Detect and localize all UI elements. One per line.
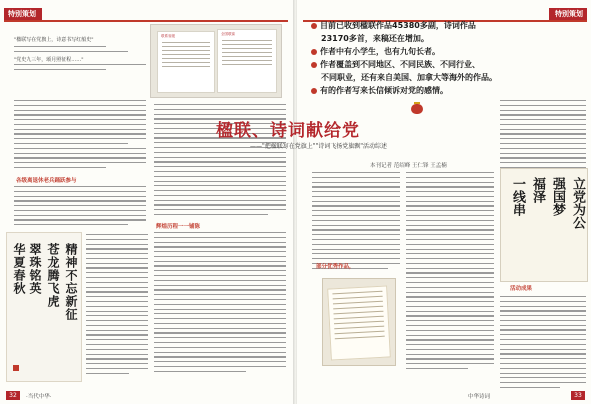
highlight-item-3-cont: 不同职业，还有来自美国、加拿大等海外的作品。	[321, 73, 497, 82]
highlights-list	[311, 20, 583, 98]
calligraphy-col-2: 苍龙腾飞虎	[46, 243, 60, 308]
right-col-body-2	[406, 172, 494, 373]
left-page	[0, 0, 294, 404]
document-sheet-right-title: 全国联赛	[221, 32, 235, 36]
highlight-item-2: 作者中有小学生，也有九旬长者。	[311, 46, 583, 58]
highlight-item-4: 有的作者写来长信倾诉对党的感情。	[311, 85, 583, 97]
left-col-body-3	[86, 234, 148, 377]
calligraphy-poster-image	[500, 168, 588, 282]
right-section-heading: 部分优秀作品，	[316, 264, 355, 270]
poster-col-2: 强国梦	[550, 177, 565, 216]
document-sheet-title: 联系省级	[161, 34, 175, 38]
highlight-item-3: 作者覆盖到不同地区、不同民族、不同行业、	[311, 59, 583, 71]
right-col-body-5	[500, 296, 586, 392]
left-col-body-5	[154, 232, 286, 375]
left-col-body-1	[14, 100, 146, 172]
manuscript-photo	[322, 278, 396, 366]
article-subtitle: ——"把楹联写在党旗上""诗词飞扬党旗飘"活动综述	[250, 143, 388, 150]
right-section-heading-2: 活动成果	[510, 286, 533, 292]
right-header-label: 特别策划	[555, 10, 583, 18]
document-image	[150, 24, 282, 98]
quote-line-1: "楹联写在党旗上，诗意书写红船史"	[14, 37, 94, 43]
document-sheet-right	[217, 29, 277, 93]
highlight-item-1-cont: 23170多首，来稿还在增加。	[321, 34, 429, 43]
manuscript-paper	[327, 285, 391, 360]
poster-col-1: 立党为公	[570, 177, 585, 229]
calligraphy-scroll-image	[6, 232, 82, 382]
document-sheet-left	[157, 31, 215, 93]
right-page-number: 33	[571, 391, 585, 400]
left-header-rule	[4, 20, 288, 22]
article-byline: 本刊记者 范绍峰 王仁锋 王孟楠	[370, 163, 447, 169]
lantern-icon	[411, 104, 423, 114]
bullet-icon	[311, 88, 317, 94]
poster-col-4: 一线串	[510, 177, 525, 216]
calligraphy-col-4: 华夏春秋	[12, 243, 26, 295]
poster-col-3: 福泽	[530, 177, 545, 203]
right-footer-text: 中华诗词	[468, 394, 491, 400]
article-title: 楹联、诗词献给党	[216, 121, 360, 141]
bullet-icon	[311, 23, 317, 29]
calligraphy-col-1: 精神不忘新征	[64, 243, 78, 321]
calligraphy-col-3: 翠珠铭英	[28, 243, 42, 295]
left-header-label: 特别策划	[8, 10, 36, 18]
section-heading-1: 各级离退休老兵踊跃参与	[16, 178, 77, 184]
section-heading-2: 辉煌历程一一铺陈	[156, 224, 201, 230]
left-page-number: 32	[6, 391, 20, 400]
bullet-icon	[311, 49, 317, 55]
left-footer-text: ·当代中华·	[26, 394, 52, 400]
left-quote-block	[14, 36, 146, 94]
highlight-item-1: 目前已收到楹联作品45380多副，诗词作品	[311, 20, 583, 32]
right-col-body-1	[312, 172, 400, 272]
left-col-body-2	[14, 186, 146, 229]
quote-line-2: "党史九三年，颂月照征程……"	[14, 56, 84, 63]
bullet-icon	[311, 62, 317, 68]
calligraphy-seal	[13, 365, 19, 371]
